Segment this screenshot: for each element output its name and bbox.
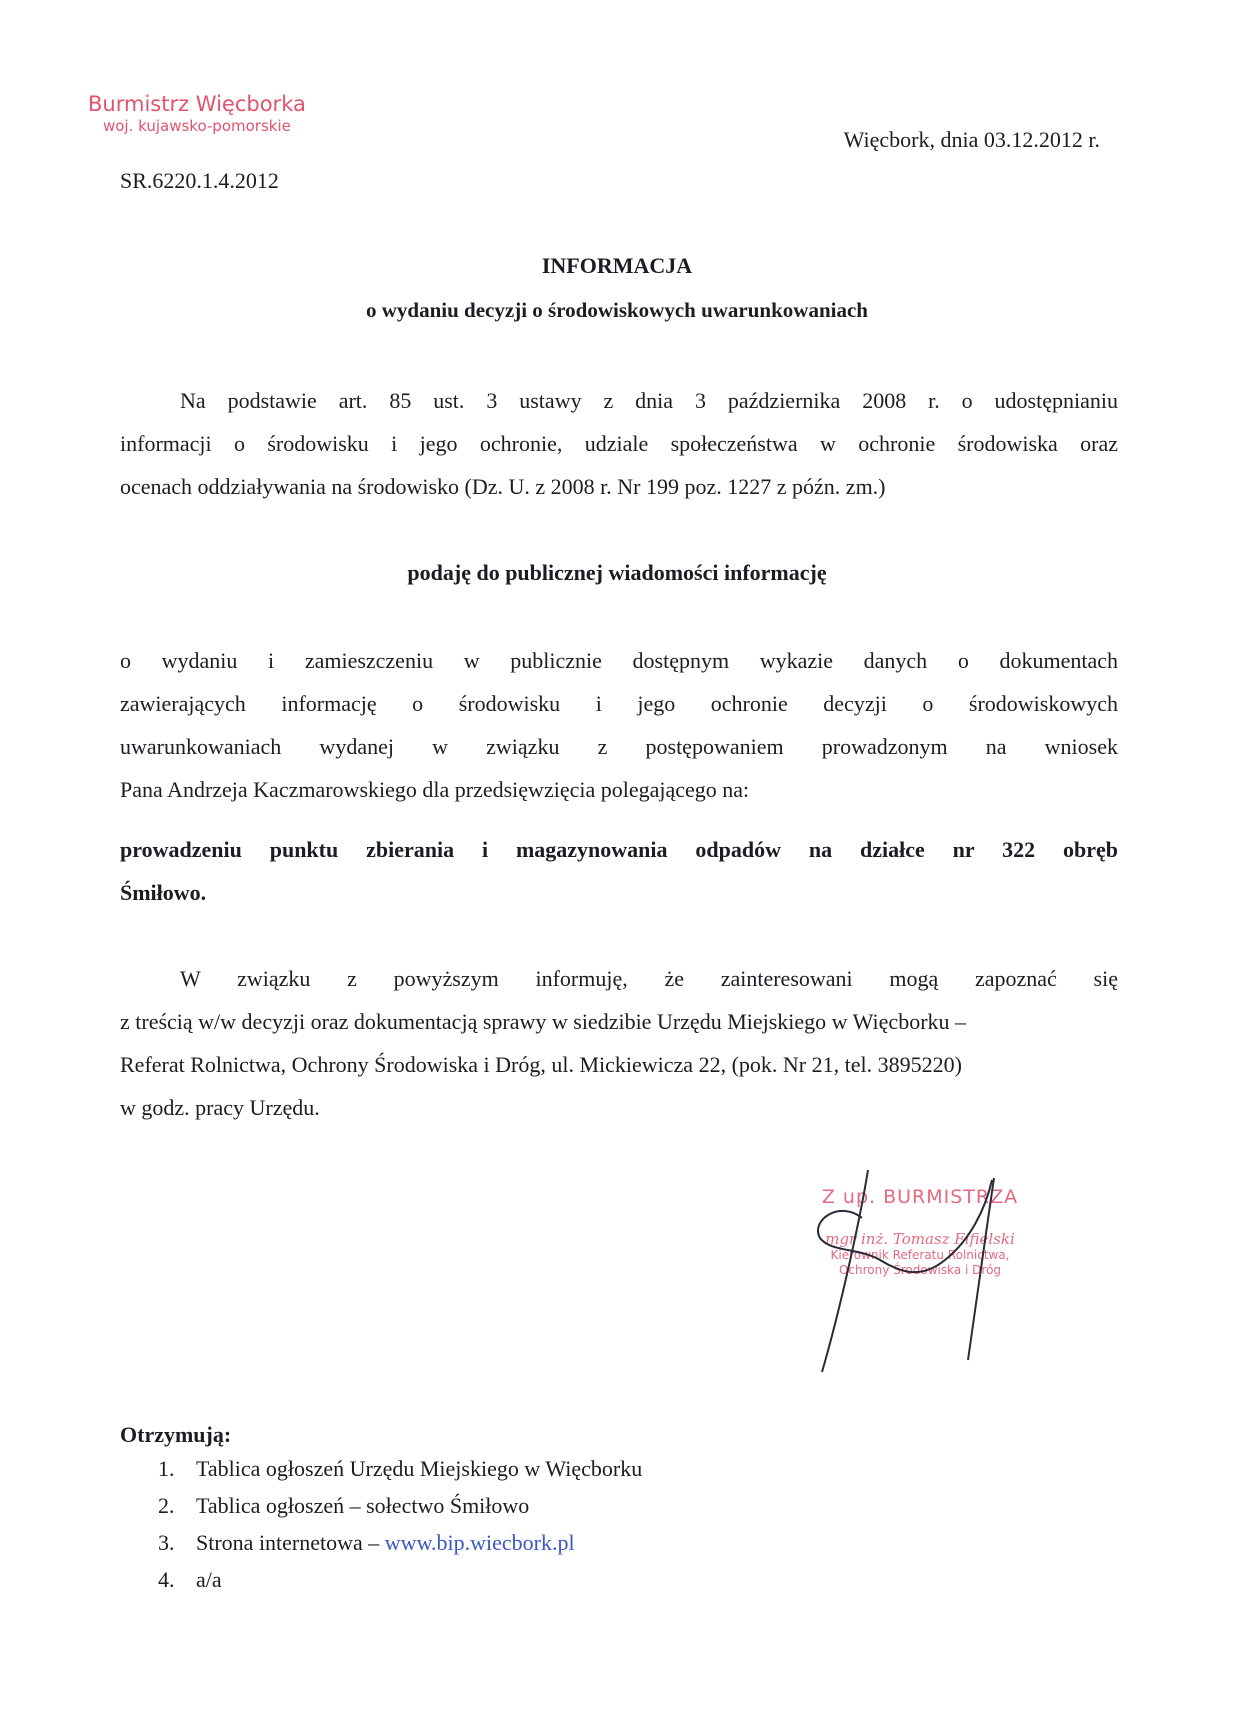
recipient-text: Tablica ogłoszeń Urzędu Miejskiego w Więcborku [196, 1456, 643, 1481]
stamp-signatory: mgr inż. Tomasz Fifielski [825, 1230, 1015, 1248]
legal-basis-line: Na podstawie art. 85 ust. 3 ustawy z dnia 3 października 2008 r. o udostępnianiu [180, 388, 1118, 413]
letterhead-stamp [88, 94, 306, 134]
stamp-department: Ochrony Środowiska i Dróg [838, 1263, 1002, 1277]
place-date: Więcbork, dnia 03.12.2012 r. [843, 127, 1100, 152]
project-description [120, 828, 1118, 914]
handwritten-signature [780, 1160, 1060, 1380]
decision-info-line: uwarunkowaniach wydanej w związku z postępowaniem prowadzonym na wniosek [120, 734, 1118, 759]
notice-line: W związku z powyższym informuję, że zainteresowani mogą zapoznać się [180, 966, 1118, 991]
recipient-number: 3. [158, 1530, 175, 1555]
recipient-text: Tablica ogłoszeń – sołectwo Śmiłowo [196, 1493, 530, 1518]
website-link[interactable]: www.bip.wiecbork.pl [384, 1530, 575, 1555]
recipient-text [196, 1530, 575, 1556]
recipient-number: 2. [158, 1493, 175, 1518]
document-subtitle: o wydaniu decyzji o środowiskowych uwarunkowaniach [366, 298, 868, 322]
project-line: prowadzeniu punktu zbierania i magazynowania odpadów na działce nr 322 obręb [120, 837, 1118, 862]
announcement-heading: podaję do publicznej wiadomości informację [407, 560, 827, 585]
stamp-position: Kierownik Referatu Rolnictwa, [830, 1248, 1010, 1262]
legal-basis-line: ocenach oddziaływania na środowisko (Dz. U. z 2008 r. Nr 199 poz. 1227 z późn. zm.) [120, 474, 886, 499]
reference-number: SR.6220.1.4.2012 [120, 168, 279, 193]
signature-stroke-loop [818, 1180, 992, 1272]
signature-stroke-right [968, 1178, 994, 1360]
letterhead-office: Burmistrz Więcborka [88, 92, 306, 116]
decision-info-line: Pana Andrzeja Kaczmarowskiego dla przedsięwzięcia polegającego na: [120, 777, 750, 802]
notice-paragraph [120, 957, 1118, 1129]
recipient-text-label: Strona internetowa – [196, 1530, 385, 1555]
legal-basis-paragraph [120, 379, 1118, 508]
recipient-number: 4. [158, 1567, 175, 1592]
letterhead-region: woj. kujawsko-pomorskie [102, 117, 291, 135]
recipient-text: a/a [196, 1567, 222, 1592]
stamp-authority: Z up. BURMISTRZA [821, 1186, 1019, 1208]
recipient-number: 1. [158, 1456, 175, 1481]
notice-line: z treścią w/w decyzji oraz dokumentacją sprawy w siedzibie Urzędu Miejskiego w Więcborku – [120, 1009, 967, 1034]
document-title: INFORMACJA [541, 253, 693, 278]
decision-info-paragraph [120, 639, 1118, 811]
notice-line: Referat Rolnictwa, Ochrony Środowiska i Dróg, ul. Mickiewicza 22, (pok. Nr 21, tel. 3895220) [120, 1052, 962, 1077]
project-line: Śmiłowo. [120, 880, 207, 905]
signature-stroke-left [822, 1170, 868, 1372]
recipients-title: Otrzymują: [120, 1422, 232, 1447]
decision-info-line: o wydaniu i zamieszczeniu w publicznie dostępnym wykazie danych o dokumentach [120, 648, 1118, 673]
decision-info-line: zawierających informację o środowisku i jego ochronie decyzji o środowiskowych [120, 691, 1118, 716]
notice-line: w godz. pracy Urzędu. [120, 1095, 320, 1120]
legal-basis-line: informacji o środowisku i jego ochronie, udziale społeczeństwa w ochronie środowiska oraz [120, 431, 1118, 456]
